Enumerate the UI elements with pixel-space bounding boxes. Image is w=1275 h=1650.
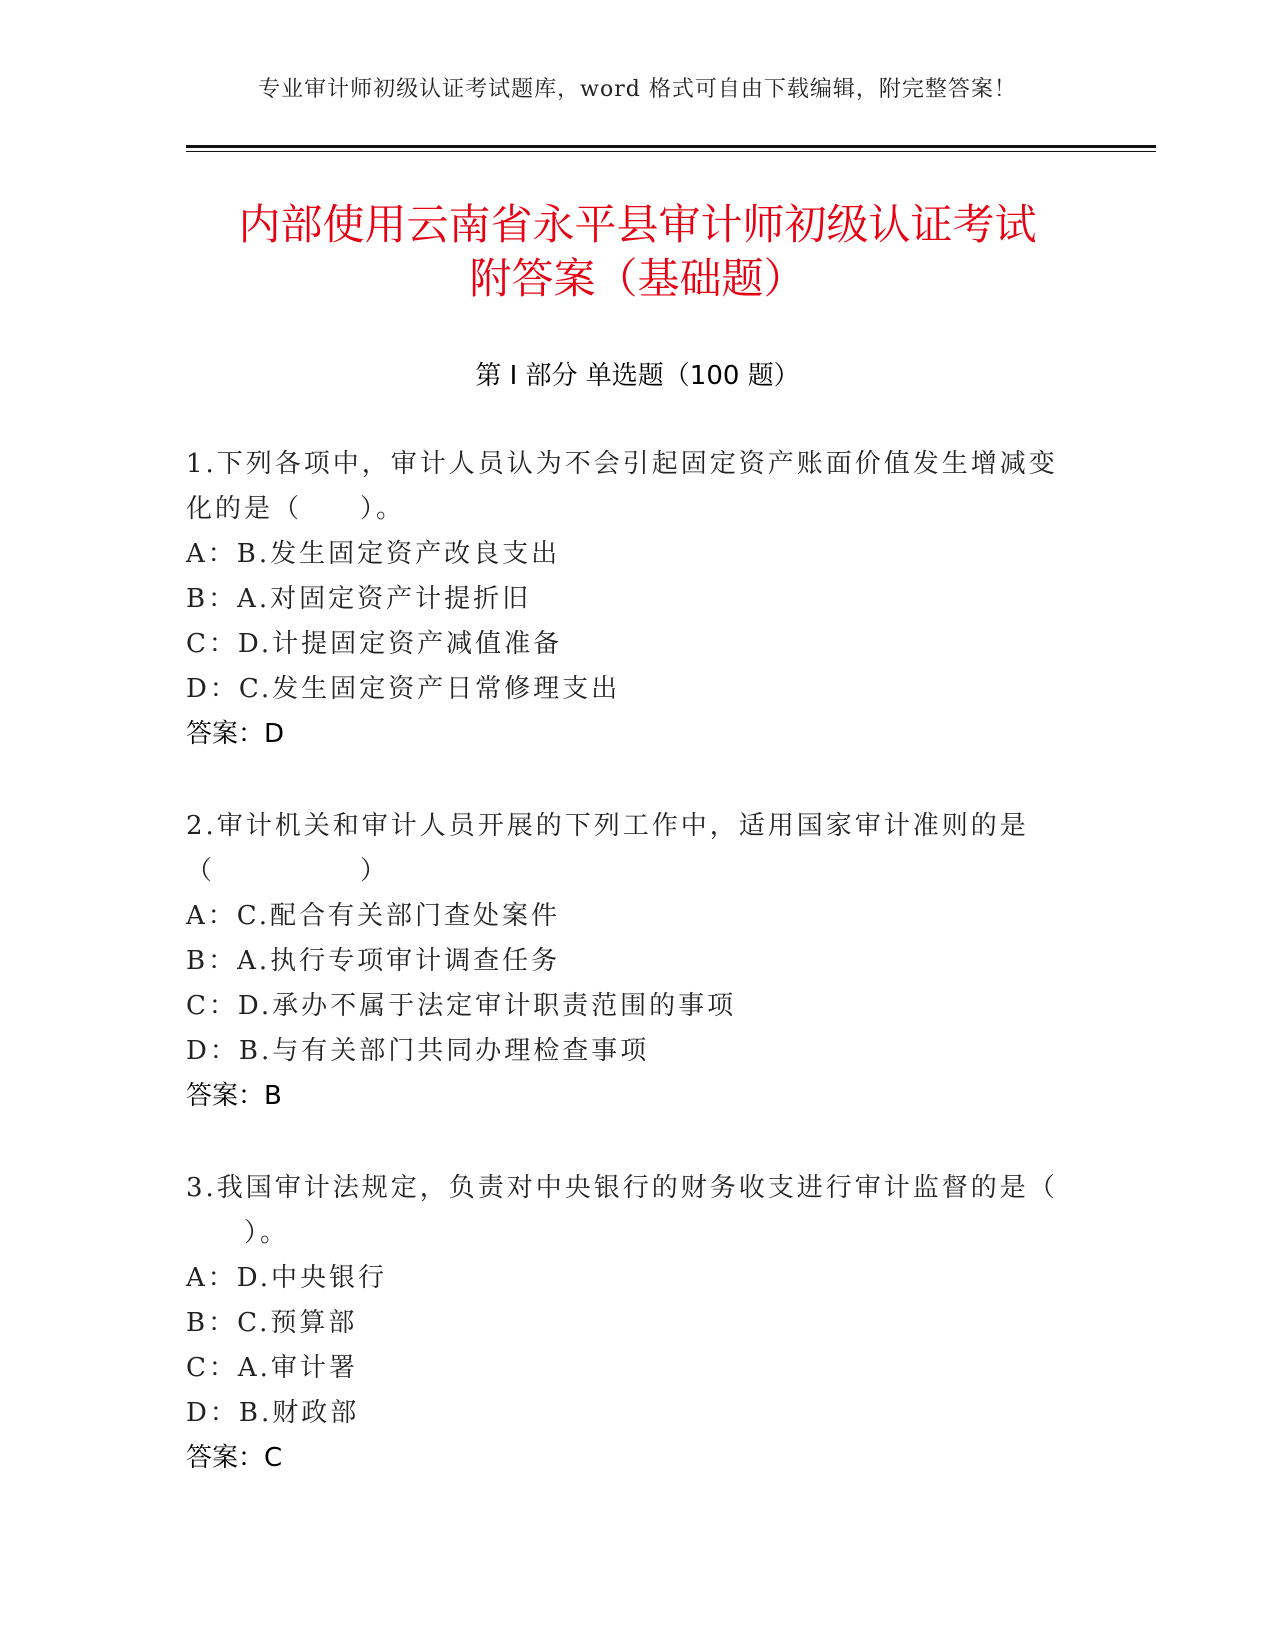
option-d: D：B.与有关部门共同办理检查事项: [186, 1036, 650, 1066]
question-stem-line: 3.我国审计法规定，负责对中央银行的财务收支进行审计监督的是（: [186, 1173, 1058, 1203]
question-list: [186, 442, 1066, 1528]
section-heading: 第 I 部分 单选题（100 题）: [475, 361, 800, 391]
option-d: D：B.财政部: [186, 1398, 360, 1428]
question-stem: [186, 804, 1066, 894]
title-line-2: 附答案（基础题）: [469, 254, 806, 303]
answer: 答案：C: [186, 1443, 283, 1473]
question-3: [186, 1166, 1066, 1481]
document-title: [150, 198, 1125, 306]
option-a: A：B.发生固定资产改良支出: [186, 539, 561, 569]
option-c: C：D.承办不属于法定审计职责范围的事项: [186, 991, 737, 1021]
header-note: 专业审计师初级认证考试题库，word 格式可自由下载编辑，附完整答案！: [258, 77, 1017, 102]
option-b: B：C.预算部: [186, 1308, 358, 1338]
question-stem: [186, 442, 1066, 532]
option-b: B：A.执行专项审计调查任务: [186, 946, 561, 976]
question-stem-line: ）。: [186, 1218, 290, 1248]
answer: 答案：D: [186, 719, 285, 749]
option-c: C：A.审计署: [186, 1353, 358, 1383]
question-stem: [186, 1166, 1066, 1256]
option-b: B：A.对固定资产计提折旧: [186, 584, 532, 614]
question-2: [186, 804, 1066, 1119]
option-d: D：C.发生固定资产日常修理支出: [186, 674, 621, 704]
question-stem-line: 2.审计机关和审计人员开展的下列工作中，适用国家审计准则的是: [186, 811, 1029, 841]
question-stem-line: 1.下列各项中，审计人员认为不会引起固定资产账面价值发生增减变: [186, 449, 1058, 479]
option-a: A：C.配合有关部门查处案件: [186, 901, 561, 931]
title-line-1: 内部使用云南省永平县审计师初级认证考试: [238, 200, 1037, 249]
question-1: [186, 442, 1066, 757]
question-stem-line: （ ）: [186, 856, 390, 886]
answer: 答案：B: [186, 1081, 282, 1111]
question-stem-line: 化的是（ ）。: [186, 494, 406, 524]
option-c: C：D.计提固定资产减值准备: [186, 629, 563, 659]
header-rule-thin: [186, 151, 1156, 152]
header-rule-thick: [186, 145, 1156, 148]
option-a: A：D.中央银行: [186, 1263, 387, 1293]
